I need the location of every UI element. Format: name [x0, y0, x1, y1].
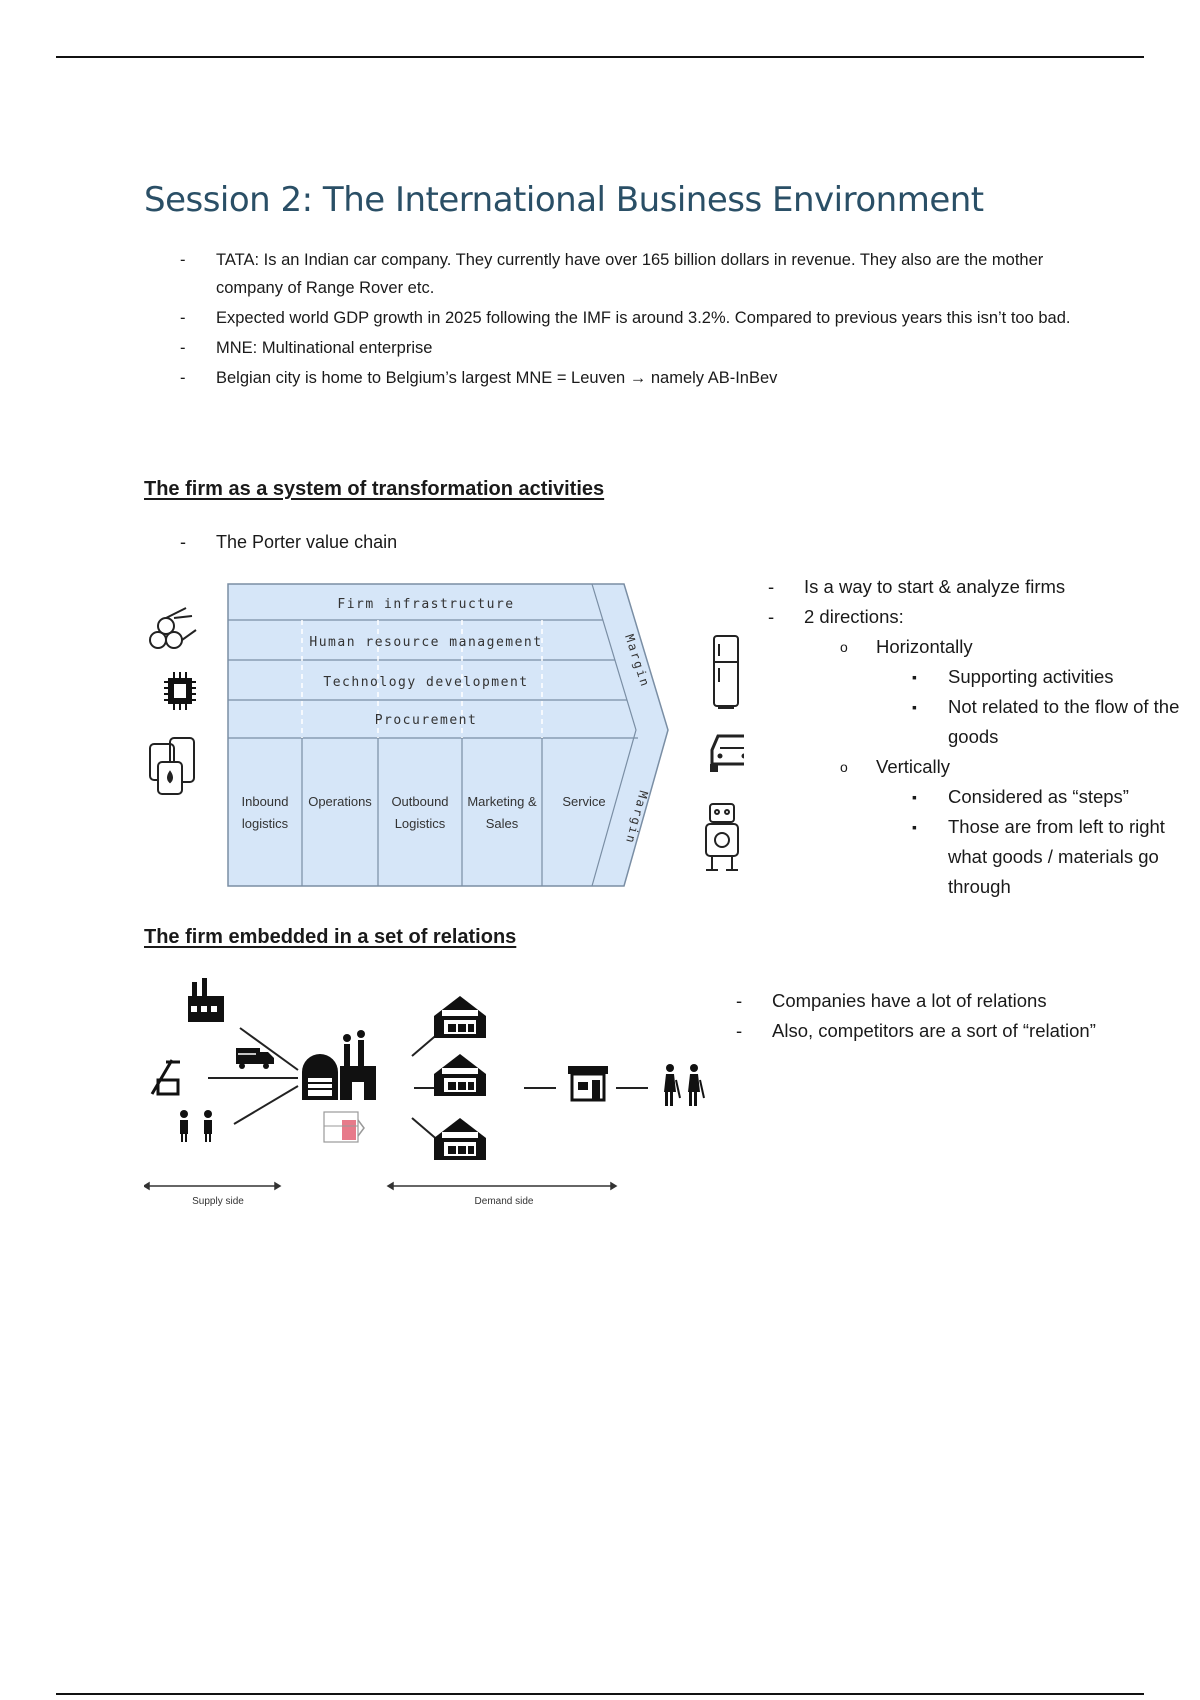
car-icon — [710, 736, 744, 772]
warehouse-icon — [434, 1118, 486, 1160]
warehouse-icon — [434, 996, 486, 1038]
supplier-factory-icon — [188, 978, 224, 1022]
support-label: Firm infrastructure — [337, 597, 515, 612]
section-heading-transformation: The firm as a system of transformation activities — [144, 478, 605, 500]
primary-label-line1: Marketing & — [467, 794, 537, 809]
arrowhead — [388, 1183, 393, 1189]
microchip-icon — [164, 672, 196, 710]
primary-label-line1: Service — [562, 794, 606, 809]
footer-rule — [56, 1693, 1144, 1695]
oil-barrels-icon — [150, 738, 194, 794]
mining-icon — [152, 1060, 180, 1094]
robot-icon — [706, 804, 738, 870]
relations-notes — [736, 986, 1176, 1046]
supply-side-label: Supply side — [192, 1196, 244, 1207]
primary-label-line2: Logistics — [394, 816, 446, 831]
intro-bullets — [180, 246, 1080, 394]
porter-value-chain-diagram — [144, 578, 744, 898]
list-item: ▪ Those are from left to right what goods / materials go through — [768, 812, 1188, 902]
primary-label-line1: Outbound — [391, 794, 449, 809]
primary-label-line1: Operations — [308, 794, 372, 809]
workers-icon — [180, 1110, 212, 1142]
page-title: Session 2: The International Business Environment — [144, 180, 984, 220]
margin-label-bottom: Margin — [622, 789, 651, 847]
list-item: - Also, competitors are a sort of “relation” — [736, 1016, 1176, 1046]
list-item: o Vertically — [768, 752, 1198, 782]
relations-diagram — [144, 970, 714, 1220]
list-item: - 2 directions: — [768, 602, 1198, 632]
primary-label-line2: Sales — [485, 816, 519, 831]
firm-factory-icon — [302, 1030, 376, 1100]
arrowhead — [275, 1183, 280, 1189]
header-rule — [56, 56, 1144, 58]
warehouse-icon — [434, 1054, 486, 1096]
list-item: - The Porter value chain — [180, 528, 397, 556]
arrowhead — [611, 1183, 616, 1189]
product-box-icon — [324, 1112, 364, 1142]
list-item: - TATA: Is an Indian car company. They currently have over 165 billion dollars in revenue. They also are the mother company of Range Rover etc. — [180, 246, 1080, 302]
fridge-icon — [714, 636, 738, 708]
primary-label-line1: Inbound — [241, 794, 289, 809]
porter-bullet-list — [180, 528, 397, 556]
porter-notes — [768, 572, 1198, 902]
support-label: Technology development — [323, 675, 529, 690]
list-item: o Horizontally — [768, 632, 1198, 662]
value-chain-shape — [228, 584, 668, 886]
primary-label-line2: logistics — [241, 816, 289, 831]
list-item: - Belgian city is home to Belgium’s largest MNE = Leuven → namely AB-InBev — [180, 364, 1080, 392]
demand-side-label: Demand side — [474, 1196, 534, 1207]
list-item: ▪ Not related to the flow of the goods — [768, 692, 1188, 752]
list-item: ▪ Considered as “steps” — [768, 782, 1188, 812]
list-item: ▪ Supporting activities — [768, 662, 1188, 692]
arrowhead — [144, 1183, 149, 1189]
list-item: - MNE: Multinational enterprise — [180, 334, 1080, 362]
shop-icon — [568, 1066, 608, 1100]
section-heading-relations: The firm embedded in a set of relations — [144, 926, 517, 948]
pipes-icon — [150, 608, 196, 648]
list-item: - Companies have a lot of relations — [736, 986, 1176, 1016]
list-item: - Is a way to start & analyze firms — [768, 572, 1198, 602]
support-label: Human resource management — [309, 635, 543, 650]
customers-icon — [664, 1064, 704, 1106]
margin-label-top: Margin — [622, 632, 653, 690]
support-label: Procurement — [374, 713, 478, 728]
list-item: - Expected world GDP growth in 2025 following the IMF is around 3.2%. Compared to previous years this isn’t too bad. — [180, 304, 1080, 332]
truck-icon — [236, 1048, 274, 1069]
